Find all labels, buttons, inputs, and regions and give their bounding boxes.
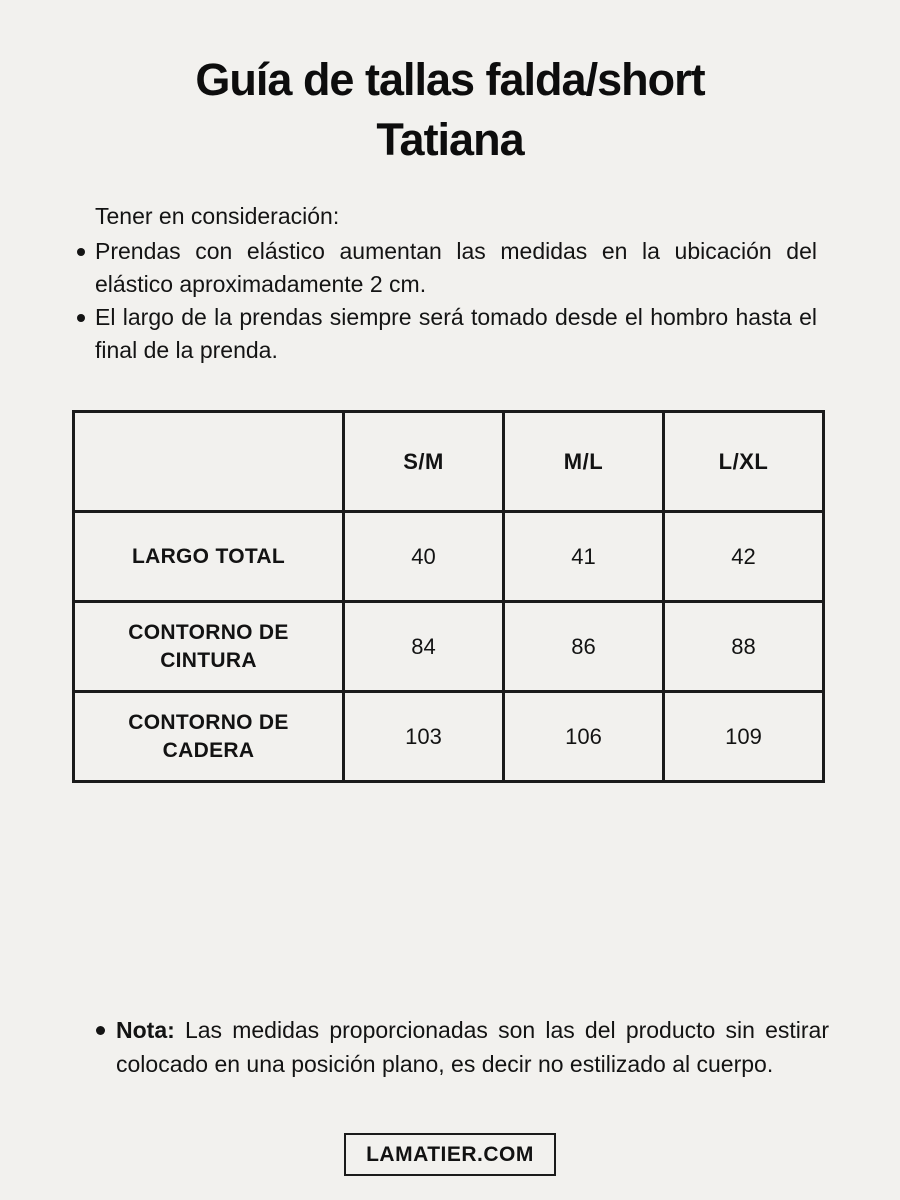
size-table-header-row: [74, 412, 824, 512]
cell-value: 41: [571, 543, 596, 569]
page-title: [0, 0, 900, 170]
table-row-contorno-cintura: [74, 602, 824, 692]
cell-value: 42: [731, 543, 756, 569]
row-label: CONTORNO DE CINTURA: [128, 620, 289, 672]
cell-value: 103: [405, 723, 442, 749]
table-row-contorno-cadera: [74, 692, 824, 782]
considerations-list: [72, 235, 817, 367]
page-title-line2: Tatiana: [376, 114, 524, 165]
column-header-empty: [74, 412, 344, 512]
considerations-section: [72, 200, 817, 367]
row-label: LARGO TOTAL: [131, 544, 285, 568]
brand-badge: LAMATIER.COM: [344, 1133, 556, 1176]
table-row-largo-total: [74, 512, 824, 602]
note-section: [92, 1013, 829, 1081]
cell-value: 40: [411, 543, 436, 569]
considerations-heading: Tener en consideración:: [95, 203, 340, 229]
column-header-sm: S/M: [344, 412, 504, 512]
column-header-ml: M/L: [504, 412, 664, 512]
size-table: [72, 410, 825, 783]
cell-value: 84: [411, 633, 436, 659]
note: [92, 1013, 829, 1081]
cell-value: 88: [731, 633, 756, 659]
cell-value: 106: [565, 723, 602, 749]
row-label: CONTORNO DE CADERA: [128, 710, 289, 762]
footer: [0, 1133, 900, 1176]
note-label: Nota:: [116, 1017, 175, 1043]
column-header-lxl: L/XL: [664, 412, 824, 512]
cell-value: 86: [571, 633, 596, 659]
consideration-item: El largo de la prendas siempre será tomado desde el hombro hasta el final de la prenda.: [72, 301, 817, 367]
page-title-line1: Guía de tallas falda/short: [195, 54, 705, 105]
consideration-item: Prendas con elástico aumentan las medidas en la ubicación del elástico aproximadamente 2 cm.: [72, 235, 817, 301]
note-text: Las medidas proporcionadas son las del producto sin estirar colocado en una posición plano, es decir no estilizado al cuerpo.: [116, 1017, 829, 1077]
cell-value: 109: [725, 723, 762, 749]
